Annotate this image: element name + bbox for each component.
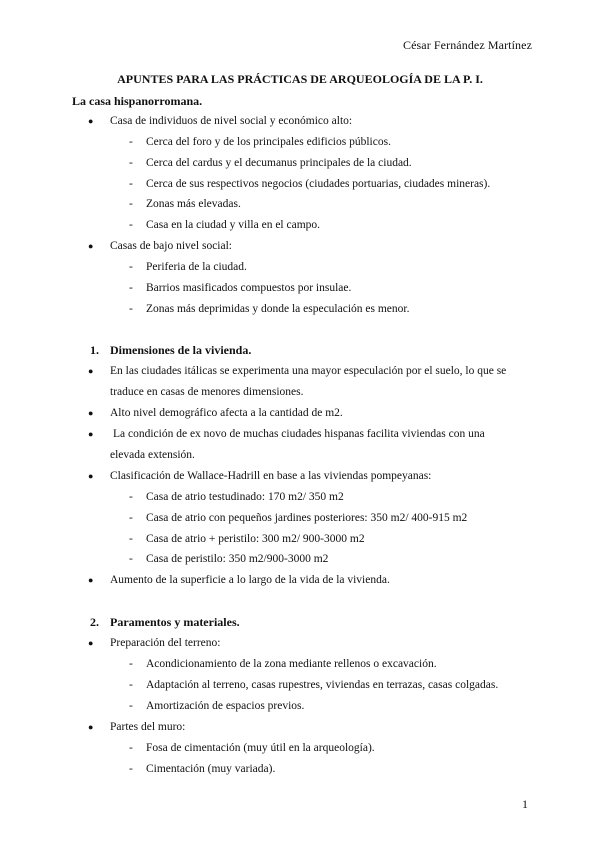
subitem-text: Casa en la ciudad y villa en el campo. (146, 219, 321, 231)
dash-icon: - (129, 763, 133, 775)
dash-icon: - (129, 136, 133, 148)
bullet-text: Casa de individuos de nivel social y económico alto: (110, 115, 353, 127)
dash-icon: - (129, 553, 133, 565)
bullet-icon: ● (88, 471, 94, 481)
subitem-text: Cerca del cardus y el decumanus principales de la ciudad. (146, 157, 412, 169)
bullet-icon: ● (88, 116, 94, 126)
subitem-text: Cimentación (muy variada). (146, 763, 276, 775)
bullet-text: Preparación del terreno: (110, 637, 221, 649)
dash-icon: - (129, 178, 133, 190)
subitem-text: Cerca del foro y de los principales edificios públicos. (146, 136, 391, 148)
subitem-text: Acondicionamiento de la zona mediante rellenos o excavación. (146, 658, 437, 670)
dash-icon: - (129, 512, 133, 524)
subitem-text: Periferia de la ciudad. (146, 261, 247, 273)
dash-icon: - (129, 198, 133, 210)
bullet-text: Partes del muro: (110, 721, 186, 733)
subitem-text: Casa de atrio testudinado: 170 m2/ 350 m2 (146, 491, 344, 503)
bullet-icon: ● (88, 241, 94, 251)
bullet-icon: ● (88, 408, 94, 418)
dash-icon: - (129, 658, 133, 670)
bullet-icon: ● (88, 366, 94, 376)
dash-icon: - (129, 261, 133, 273)
dash-icon: - (129, 700, 133, 712)
subitem-text: Casa de atrio con pequeños jardines posteriores: 350 m2/ 400-915 m2 (146, 512, 468, 524)
dash-icon: - (129, 742, 133, 754)
section-number: 2. (90, 615, 99, 629)
subitem-text: Fosa de cimentación (muy útil en la arqueología). (146, 742, 375, 754)
bullet-icon: ● (88, 575, 94, 585)
subitem-text: Barrios masificados compuestos por insulae. (146, 282, 352, 294)
dash-icon: - (129, 157, 133, 169)
bullet-text: En las ciudades itálicas se experimenta una mayor especulación por el suelo, lo que se (110, 365, 507, 377)
bullet-text: La condición de ex novo de muchas ciudades hispanas facilita viviendas con una (113, 428, 485, 440)
subitem-text: Casa de atrio + peristilo: 300 m2/ 900-3000 m2 (146, 533, 365, 545)
dash-icon: - (129, 282, 133, 294)
bullet-icon: ● (88, 638, 94, 648)
subitem-text: Casa de peristilo: 350 m2/900-3000 m2 (146, 553, 329, 565)
subitem-text: Cerca de sus respectivos negocios (ciudades portuarias, ciudades mineras). (146, 178, 491, 190)
subitem-text: Zonas más deprimidas y donde la especulación es menor. (146, 303, 410, 315)
dash-icon: - (129, 679, 133, 691)
dash-icon: - (129, 303, 133, 315)
subitem-text: Adaptación al terreno, casas rupestres, viviendas en terrazas, casas colgadas. (146, 679, 499, 691)
dash-icon: - (129, 219, 133, 231)
header-author: César Fernández Martínez (402, 38, 532, 52)
dash-icon: - (129, 491, 133, 503)
bullet-text-continuation: traduce en casas de menores dimensiones. (110, 386, 304, 398)
subitem-text: Amortización de espacios previos. (146, 700, 305, 712)
bullet-icon: ● (88, 722, 94, 732)
dash-icon: - (129, 533, 133, 545)
subitem-text: Zonas más elevadas. (146, 198, 241, 210)
section-heading: Paramentos y materiales. (110, 615, 240, 629)
bullet-text: Clasificación de Wallace-Hadrill en base a las viviendas pompeyanas: (110, 470, 432, 482)
bullet-text: Casas de bajo nivel social: (110, 240, 232, 252)
page-number: 1 (522, 797, 528, 811)
bullet-text-continuation: elevada extensión. (110, 449, 195, 461)
bullet-text: Alto nivel demográfico afecta a la cantidad de m2. (110, 407, 343, 419)
section-subtitle: La casa hispanorromana. (72, 94, 203, 108)
section-heading: Dimensiones de la vivienda. (110, 343, 252, 357)
bullet-icon: ● (88, 429, 94, 439)
section-number: 1. (90, 343, 99, 357)
document-title: APUNTES PARA LAS PRÁCTICAS DE ARQUEOLOGÍA DE LA P. I. (117, 72, 483, 86)
bullet-text: Aumento de la superficie a lo largo de la vida de la vivienda. (110, 574, 390, 586)
